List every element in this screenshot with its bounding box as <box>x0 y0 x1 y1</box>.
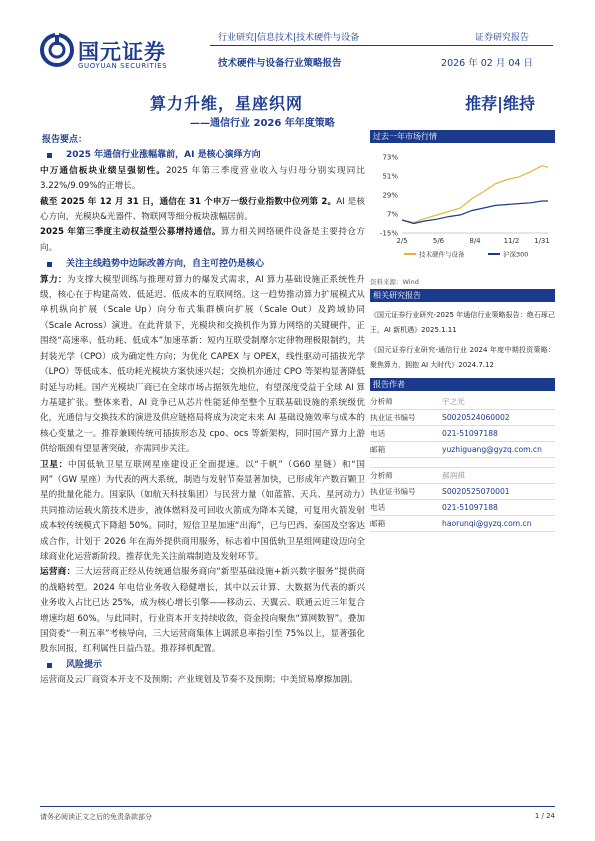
y-tick-label: 51% <box>382 172 398 181</box>
cert-number: S0020524060002 <box>442 413 510 422</box>
paragraph-text: AI 是核心方向，光模块&光器件、物联网等细分板块涨幅居前。 <box>40 196 365 223</box>
paragraph-lead: 2025 年第三季度主动权益型公募增持通信。 <box>40 227 221 238</box>
refs-heading: 相关研究报告 <box>370 289 555 302</box>
phone-label: 电话 <box>370 429 386 438</box>
x-tick-label: 1/31 <box>534 237 550 245</box>
analyst-label: 分析师 <box>370 397 393 406</box>
authors-heading: 报告作者 <box>370 378 555 391</box>
header-divider <box>210 45 553 46</box>
cert-label: 执业证书编号 <box>370 413 416 422</box>
related-reports <box>370 308 555 373</box>
paragraph-lead: 卫星： <box>40 459 68 470</box>
paragraph-lead: 中万通信板块业绩呈强韧性。 <box>40 165 166 176</box>
page-number: 1 / 24 <box>534 812 555 820</box>
email-link[interactable]: haorunqi@gyzq.com.cn <box>442 519 532 528</box>
sidebar <box>370 130 555 532</box>
x-tick-label: 8/4 <box>469 237 481 245</box>
phone-label: 电话 <box>370 503 386 512</box>
x-tick-label: 5/6 <box>432 237 445 245</box>
analyst-label: 分析师 <box>370 471 393 480</box>
cert-number: S0020525070001 <box>442 487 510 496</box>
report-body <box>40 133 365 689</box>
paragraph-text: 算力相关网络硬件设备是主要持仓方向。 <box>40 227 365 253</box>
cert-row <box>370 410 555 426</box>
email-label: 邮箱 <box>370 445 386 454</box>
paragraph: 运营商及云厂商资本开支不及预期；产业规划及节奏不及预期；中美贸易摩擦加剧。 <box>40 675 358 686</box>
industry-category: 行业研究|信息技术|技术硬件与设备 <box>218 33 360 43</box>
paragraph-lead: 算力： <box>40 274 67 285</box>
paragraph <box>40 565 365 657</box>
email-label: 邮箱 <box>370 519 386 528</box>
paragraph <box>40 225 365 256</box>
section-heading: 风险提示 <box>40 658 365 673</box>
phone-number: 021-51097188 <box>442 503 498 512</box>
reference-item: 《国元证券行业研究-通信行业 2024 年度中期投资策略：聚焦算力，拥抱 AI 大时代》2024.7.12 <box>370 346 555 369</box>
footer-divider <box>40 806 555 807</box>
analyst-row <box>370 394 555 410</box>
email-link[interactable]: yuzhiguang@gyzq.com.cn <box>442 445 542 454</box>
document-type: 证券研究报告 <box>474 33 529 43</box>
phone-row <box>370 500 555 516</box>
phone-row <box>370 426 555 442</box>
paragraph-text: 三大运营商正经从传统通信服务商向“新型基础设施+新兴数字服务”提供商的战略转型。2024 年电信业务收入稳健增长，其中以云计算、大数据为代表的新兴业务收入占比已达 25%，成为核心增长引擎——移动云、天翼云、联通云近三年复合增速均超 60%。与此同时，行业资本开支持续收敛，资金投向聚焦“算网数智”。叠加国资委“一利五率”考核导向，三大运营商集体上调派息率指引至 75%以上，显著强化股东回报，红利属性日益凸显。推荐择机配置。 <box>40 567 365 655</box>
legend-label: 沪深300 <box>503 250 529 259</box>
x-tick-label: 2/5 <box>396 237 408 245</box>
email-row <box>370 442 555 458</box>
logo-chinese-name: 国元证券 <box>78 40 166 64</box>
logo-english-name: GUOYUAN SECURITIES <box>78 62 168 70</box>
paragraph <box>40 195 365 226</box>
paragraph-text: 为支撑大模型训练与推理对算力的爆发式需求，AI 算力基础设施正系统性升级，核心在于构建高效、低延迟、低成本的互联网络。这一趋势推动算力扩展模式从单机纵向扩展（Scale Up）向分布式集群横向扩展（Scale Out）及跨域协同（Scale Across）演进。在此背景下，光模块和交换机作为算力网络的关键硬件，正围绕“高速率、低功耗、低成本”加速革新：短内互联受制摩尔定律物理极限制约，共封装光学（CPO）成为确定性方向；为优化 CAPEX 与 OPEX，线性驱动可插拔光学（LPO）等低成本、低功耗光模块方案快速兴起；交换机亦通过 CPO 等架构显著降低时延与功耗。国产光模块厂商已在全球市场占据领先地位，有望深度受益于全球 AI 算力基建扩张。整体来看，AI 竞争已从芯片性能延伸至整个互联基础设施的系统级优化，光通信与交换技术的演进及供应链格局将成为决定未来 AI 基础设施效率与成本的核心变量之一。推荐兼顾传统可插拔形态及 cpo、ocs 等新架构，同时国产算力上游供给瓶颈有望显著突破，亦需同步关注。 <box>40 274 365 455</box>
legend-label: 技术硬件与设备 <box>419 250 465 259</box>
reference-item: 《国元证券行业研究-2025 年通信行业策略报告：绝石琢己王，AI 新机遇》2025.1.11 <box>370 311 555 334</box>
analyst-name: 宇之光 <box>442 397 465 406</box>
paragraph-lead: 截至 2025 年 12 月 31 日，通信在 31 个申万一级行业指数中位列第 2。 <box>40 196 337 207</box>
section-heading: 2025 年通信行业涨幅靠前，AI 是核心演绎方向 <box>40 148 365 163</box>
paragraph-text: 中国低轨卫星互联网星座建设正全面提速。以“千帆”（G60 星链）和“国网”（GW 星座）为代表的两大系统，制造与发射节奏显著加快，已形成年产数百颗卫星的批量化能力。国家队（如航天科技集团）与民营力量（如蓝箭、天兵、星河动力）共同推动运载火箭技术进步，液体燃料及可回收火箭成为降本关键，可复用火箭发射成本较传统模式下降超 50%。同时，短信卫星加速“出海”，已与巴西、泰国及空客达成合作，计划于 2026 年在海外提供商用服务，标志着中国低轨卫星组网建设迈向全球商业化运营新阶段。推荐优先关注前端制造及发射环节。 <box>40 459 365 562</box>
x-tick-label: 11/2 <box>503 237 520 245</box>
chart-source: 资料来源：Wind <box>370 278 419 286</box>
analyst-block <box>370 394 555 532</box>
series-line-1 <box>402 201 548 224</box>
rating-badge: 推荐|维持 <box>465 94 535 113</box>
cert-label: 执业证书编号 <box>370 487 416 496</box>
analyst-row <box>370 468 555 484</box>
company-logo <box>40 33 200 73</box>
key-points-heading: 报告要点： <box>42 135 88 145</box>
footer-disclaimer: 请务必阅读正文之后的免责条款部分 <box>40 813 152 821</box>
report-name: 技术硬件与设备行业策略报告 <box>218 58 342 69</box>
paragraph <box>40 164 365 195</box>
page-subtitle: ——通信行业 2026 年年度策略 <box>190 118 335 129</box>
series-line-0 <box>402 166 548 223</box>
phone-number: 021-51097188 <box>442 429 498 438</box>
page-title: 算力升维，星座织网 <box>150 94 304 113</box>
analyst-name: 郝润祺 <box>442 471 465 480</box>
email-row <box>370 516 555 532</box>
y-tick-label: 29% <box>382 191 398 200</box>
report-date: 2026 年 02 月 04 日 <box>441 58 533 69</box>
section-heading: 关注主线趋势中边际改善方向，自主可控仍是核心 <box>40 257 365 272</box>
y-tick-label: 73% <box>382 153 398 162</box>
paragraph <box>40 458 365 566</box>
market-chart-svg <box>370 143 555 275</box>
y-tick-label: -15% <box>379 229 398 238</box>
cert-row <box>370 484 555 500</box>
paragraph-lead: 运营商： <box>40 567 76 578</box>
paragraph <box>40 273 365 458</box>
chart-heading: 过去一年市场行情 <box>370 130 555 143</box>
y-tick-label: 7% <box>386 210 398 219</box>
market-chart <box>370 143 555 275</box>
paragraph-text: 2025 年第三季度营业收入与归母分别实现同比 3.22%/9.09%的正增长。 <box>40 165 365 192</box>
logo-mark-icon <box>40 33 74 67</box>
